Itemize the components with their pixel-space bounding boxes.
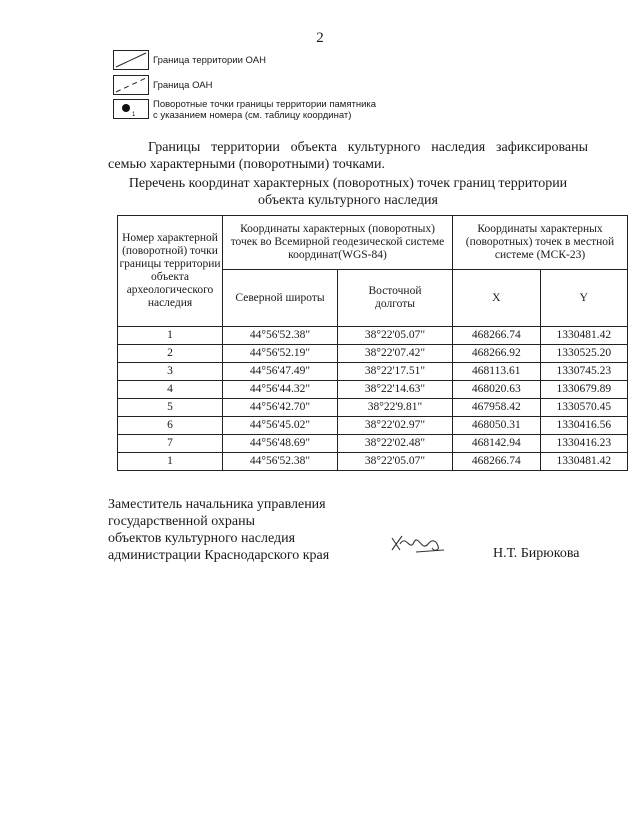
cell-latitude: 44°56'52.38" [223, 453, 338, 471]
cell-point-number: 7 [118, 435, 223, 453]
table-row [118, 417, 628, 435]
cell-x: 468266.74 [453, 327, 541, 345]
cell-y: 1330481.42 [540, 327, 628, 345]
territory-boundary-icon [113, 50, 149, 70]
cell-point-number: 5 [118, 399, 223, 417]
cell-latitude: 44°56'45.02" [223, 417, 338, 435]
handwritten-signature [388, 530, 448, 563]
signer-name: Н.Т. Бирюкова [493, 546, 580, 561]
header-y: Y [540, 270, 628, 327]
cell-latitude: 44°56'52.38" [223, 327, 338, 345]
cell-longitude: 38°22'07.42" [338, 345, 453, 363]
cell-longitude: 38°22'05.07" [338, 327, 453, 345]
cell-y: 1330745.23 [540, 363, 628, 381]
table-caption: Перечень координат характерных (поворотных) точек границ территории объекта культурного наследия [128, 176, 568, 208]
header-latitude: Северной широты [223, 270, 338, 327]
cell-longitude: 38°22'05.07" [338, 453, 453, 471]
cell-longitude: 38°22'17.51" [338, 363, 453, 381]
description-paragraph: Границы территории объекта культурного наследия зафиксированы семью характерными (поворотными) точками. [108, 140, 588, 172]
table-row [118, 381, 628, 399]
cell-latitude: 44°56'47.49" [223, 363, 338, 381]
cell-y: 1330481.42 [540, 453, 628, 471]
legend-label: Поворотные точки границы территории памятника с указанием номера (см. таблицу координат) [153, 99, 377, 121]
table-row [118, 399, 628, 417]
cell-longitude: 38°22'02.48" [338, 435, 453, 453]
cell-point-number: 2 [118, 345, 223, 363]
page-number: 2 [316, 30, 324, 46]
coordinates-table [117, 215, 628, 471]
cell-latitude: 44°56'52.19" [223, 345, 338, 363]
cell-longitude: 38°22'9.81" [338, 399, 453, 417]
cell-x: 468266.74 [453, 453, 541, 471]
oan-boundary-icon [113, 75, 149, 95]
table-row [118, 435, 628, 453]
cell-longitude: 38°22'02.97" [338, 417, 453, 435]
cell-latitude: 44°56'48.69" [223, 435, 338, 453]
cell-y: 1330570.45 [540, 399, 628, 417]
cell-point-number: 3 [118, 363, 223, 381]
cell-y: 1330525.20 [540, 345, 628, 363]
table-row [118, 345, 628, 363]
signer-title: Заместитель начальника управления государственной охраны объектов культурного наследия администрации Краснодарского края [108, 497, 330, 563]
legend-item-territory-boundary [113, 50, 266, 70]
cell-point-number: 1 [118, 327, 223, 345]
cell-x: 467958.42 [453, 399, 541, 417]
table-row [118, 363, 628, 381]
cell-y: 1330416.23 [540, 435, 628, 453]
table-row [118, 453, 628, 471]
legend-label: Граница ОАН [153, 80, 213, 91]
cell-longitude: 38°22'14.63" [338, 381, 453, 399]
header-point-number: Номер характерной (поворотной) точки границы территории объекта археологического наследия [118, 216, 223, 327]
cell-x: 468266.92 [453, 345, 541, 363]
cell-point-number: 4 [118, 381, 223, 399]
cell-x: 468113.61 [453, 363, 541, 381]
cell-x: 468142.94 [453, 435, 541, 453]
cell-point-number: 6 [118, 417, 223, 435]
cell-y: 1330416.56 [540, 417, 628, 435]
cell-y: 1330679.89 [540, 381, 628, 399]
header-longitude: Восточной долготы [338, 270, 453, 327]
header-local-coordinates: Координаты характерных (поворотных) точек в местной системе (МСК-23) [453, 216, 628, 270]
table-row [118, 327, 628, 345]
turning-point-icon [113, 99, 149, 119]
header-x: X [453, 270, 541, 327]
turning-point-marker-number: 1 [132, 112, 136, 118]
cell-x: 468020.63 [453, 381, 541, 399]
legend-item-turning-point [113, 99, 376, 121]
header-wgs-coordinates: Координаты характерных (поворотных) точек во Всемирной геодезической системе координат(WGS-84) [223, 216, 453, 270]
cell-x: 468050.31 [453, 417, 541, 435]
legend-item-oan-boundary [113, 75, 212, 95]
cell-latitude: 44°56'42.70" [223, 399, 338, 417]
legend-label: Граница территории ОАН [153, 55, 266, 66]
cell-point-number: 1 [118, 453, 223, 471]
cell-latitude: 44°56'44.32" [223, 381, 338, 399]
